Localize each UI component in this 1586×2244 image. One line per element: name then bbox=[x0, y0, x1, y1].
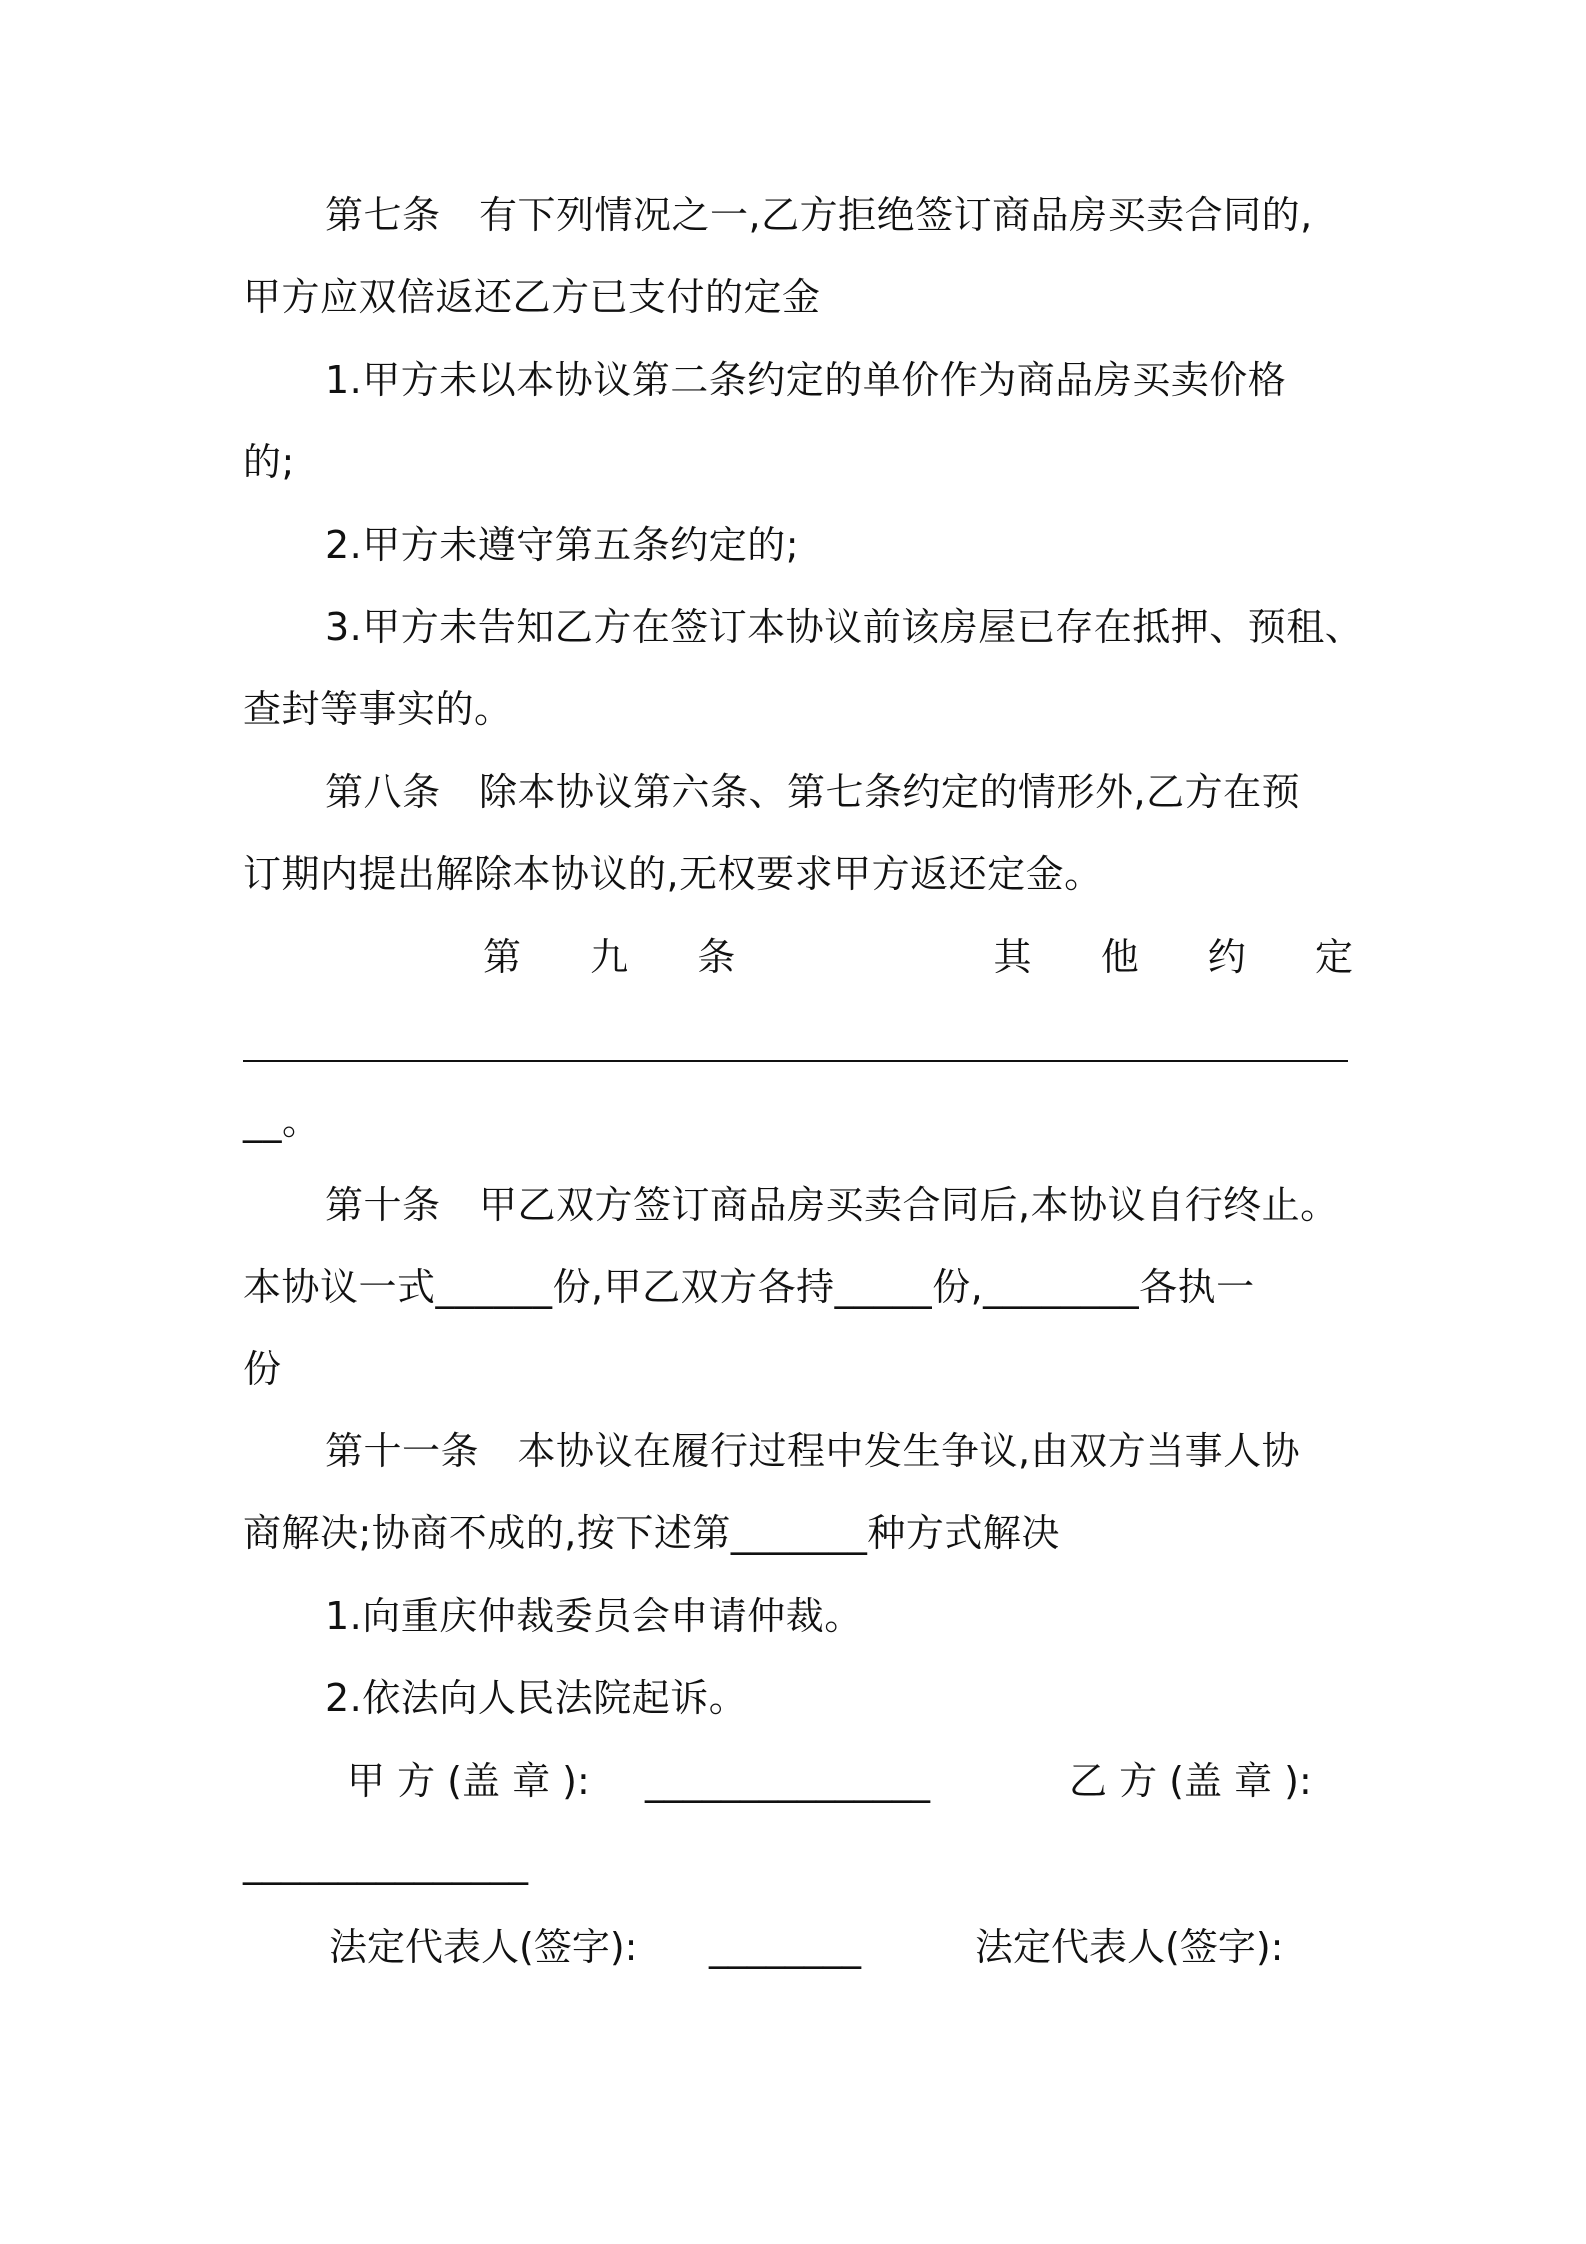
party-a-representative-label: 法定代表人(签字): bbox=[329, 1925, 638, 1969]
article-7-item-1-line-2: 的; bbox=[243, 440, 295, 484]
article-11-line-2: 商解决;协商不成的,按下述第_______种方式解决 bbox=[243, 1511, 1060, 1555]
article-9-char: 第 bbox=[483, 935, 522, 979]
party-b-seal-label: 乙 方 (盖 章 ): bbox=[1069, 1759, 1312, 1803]
article-10-line-2: 本协议一式______份,甲乙双方各持_____份,________各执一 bbox=[243, 1265, 1255, 1309]
party-b-seal-blank: _______________ bbox=[243, 1841, 528, 1885]
article-10-line-3: 份 bbox=[243, 1347, 282, 1391]
article-9-char: 约 bbox=[1207, 935, 1246, 979]
party-a-seal-label: 甲 方 (盖 章 ): bbox=[347, 1759, 590, 1803]
article-9-char: 九 bbox=[590, 935, 629, 979]
article-9-char: 条 bbox=[697, 935, 736, 979]
article-7-item-3-line-2: 查封等事实的。 bbox=[243, 687, 513, 731]
article-9-tail: __。 bbox=[243, 1099, 321, 1143]
article-9-char: 他 bbox=[1100, 935, 1139, 979]
party-a-representative-blank: ________ bbox=[709, 1925, 861, 1969]
article-7-item-2: 2.甲方未遵守第五条约定的; bbox=[325, 523, 800, 567]
article-7-line-2: 甲方应双倍返还乙方已支付的定金 bbox=[243, 275, 821, 319]
article-11-option-2: 2.依法向人民法院起诉。 bbox=[325, 1676, 748, 1720]
article-10-line-1: 第十条 甲乙双方签订商品房买卖合同后,本协议自行终止。 bbox=[325, 1183, 1339, 1227]
article-7-item-3-line-1: 3.甲方未告知乙方在签订本协议前该房屋已存在抵押、预租、 bbox=[325, 605, 1364, 649]
article-9-heading bbox=[483, 932, 1353, 982]
article-9-char: 定 bbox=[1314, 935, 1353, 979]
article-7-item-1-line-1: 1.甲方未以本协议第二条约定的单价作为商品房买卖价格 bbox=[325, 358, 1287, 402]
party-b-representative-label: 法定代表人(签字): bbox=[975, 1925, 1284, 1969]
article-9-blank-line bbox=[243, 1060, 1348, 1062]
article-11-option-1: 1.向重庆仲裁委员会申请仲裁。 bbox=[325, 1594, 863, 1638]
article-8-line-1: 第八条 除本协议第六条、第七条约定的情形外,乙方在预 bbox=[325, 770, 1301, 814]
article-11-line-1: 第十一条 本协议在履行过程中发生争议,由双方当事人协 bbox=[325, 1429, 1301, 1473]
article-7-line-1: 第七条 有下列情况之一,乙方拒绝签订商品房买卖合同的, bbox=[325, 193, 1313, 237]
article-8-line-2: 订期内提出解除本协议的,无权要求甲方返还定金。 bbox=[243, 852, 1103, 896]
article-9-gap bbox=[804, 932, 924, 982]
party-a-seal-blank: _______________ bbox=[645, 1759, 930, 1803]
article-9-char: 其 bbox=[993, 935, 1032, 979]
